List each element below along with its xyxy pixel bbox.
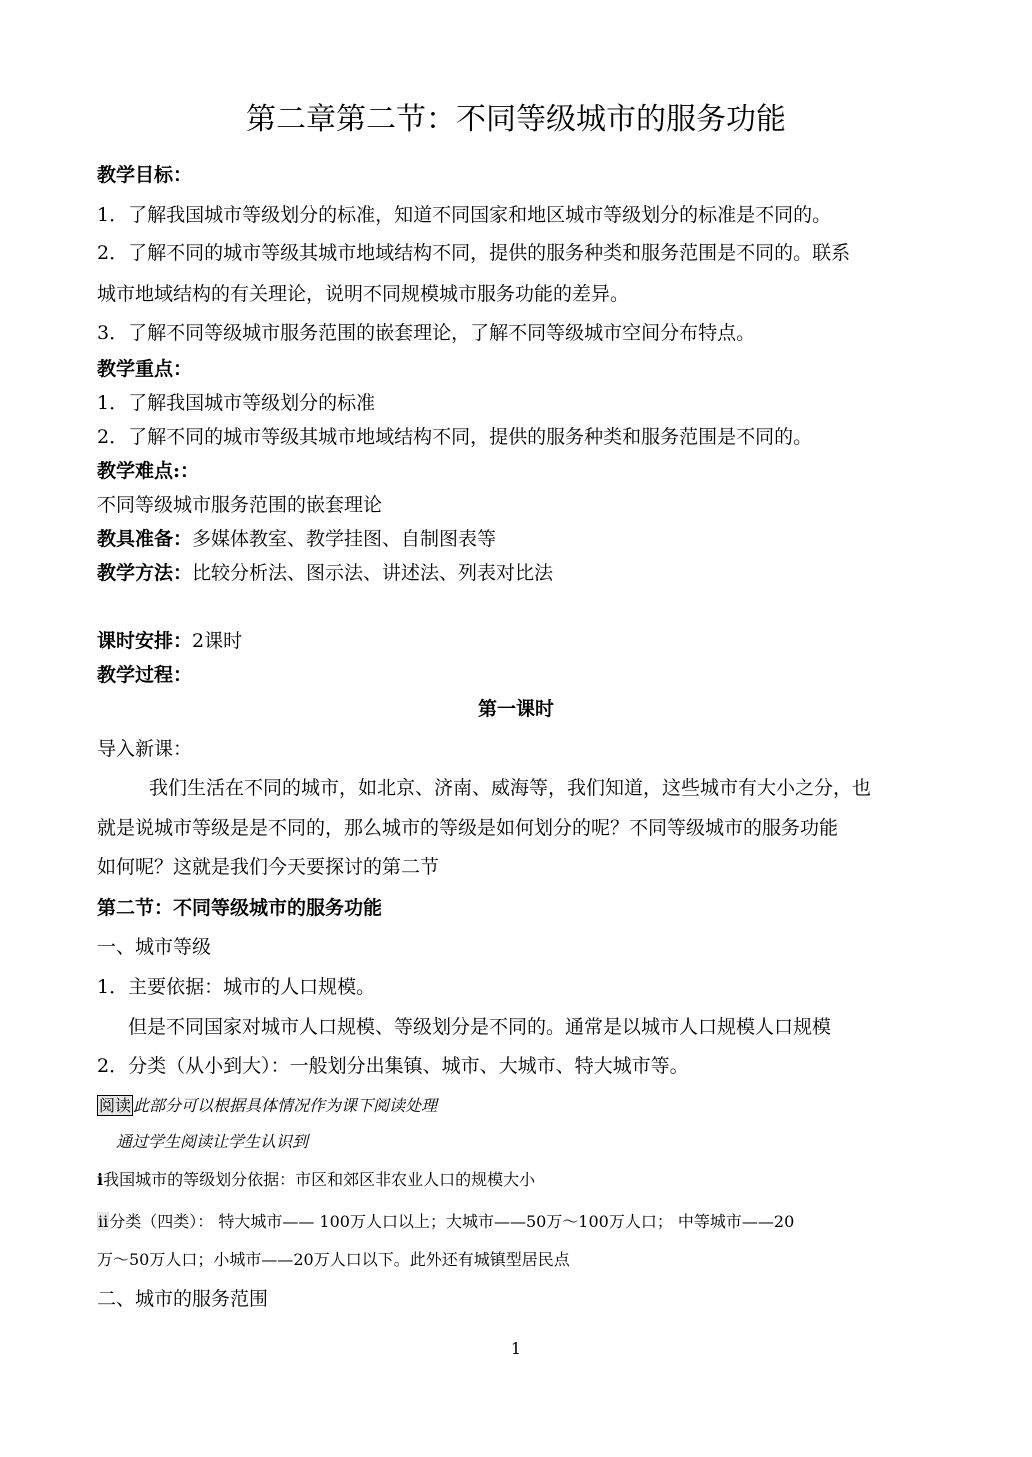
part-2-heading: 二、城市的服务范围 [97, 1288, 269, 1310]
process-heading: 教学过程： [97, 664, 193, 686]
reading-tag: 阅读 [99, 1096, 132, 1115]
key-point-1: 1．了解我国城市等级划分的标准 [97, 392, 376, 414]
section-heading: 第二节：不同等级城市的服务功能 [97, 897, 383, 919]
reading-note: 此部分可以根据具体情况作为课下阅读处理 [133, 1096, 438, 1115]
item-i-marker: i [97, 1170, 104, 1189]
tools-label: 教具准备： [97, 528, 193, 550]
part-1-classify: 2．分类（从小到大）：一般划分出集镇、城市、大城市、特大城市等。 [97, 1055, 689, 1077]
methods-line [97, 561, 553, 585]
difficulty-heading: 教学难点:： [97, 460, 200, 482]
lesson-1-heading: 第一课时 [477, 698, 554, 720]
reading-item-ii-line-1 [97, 1210, 794, 1234]
reading-line [97, 1094, 437, 1118]
tools-line [97, 527, 496, 551]
methods-text: 比较分析法、图示法、讲述法、列表对比法 [192, 562, 554, 584]
schedule-label: 课时安排： [97, 630, 193, 652]
part-1-note: 但是不同国家对城市人口规模、等级划分是不同的。通常是以城市人口规模人口规模 [128, 1016, 832, 1038]
objective-1: 1．了解我国城市等级划分的标准，知道不同国家和地区城市等级划分的标准是不同的。 [97, 204, 832, 226]
part-1-basis: 1．主要依据：城市的人口规模。 [97, 976, 376, 998]
intro-line-2: 就是说城市等级是是不同的，那么城市的等级是如何划分的呢？不同等级城市的服务功能 [97, 817, 839, 839]
objective-2-line-2: 城市地域结构的有关理论，说明不同规模城市服务功能的差异。 [97, 283, 630, 305]
intro-label: 导入新课： [97, 738, 193, 760]
reading-item-i [97, 1168, 535, 1192]
tools-text: 多媒体教室、教学挂图、自制图表等 [192, 528, 497, 550]
key-point-2: 2．了解不同的城市等级其城市地域结构不同，提供的服务种类和服务范围是不同的。 [97, 426, 813, 448]
page-number: 1 [510, 1339, 522, 1358]
objectives-heading: 教学目标： [97, 164, 193, 186]
part-1-heading: 一、城市等级 [97, 936, 212, 958]
objective-3: 3．了解不同等级城市服务范围的嵌套理论，了解不同等级城市空间分布特点。 [97, 322, 756, 344]
objective-2-line-1: 2．了解不同的城市等级其城市地域结构不同，提供的服务种类和服务范围是不同的。联系 [97, 242, 851, 264]
item-ii-text-1: 分类（四类）： 特大城市—— 100万人口以上；大城市——50万～100万人口； 中等城市——20 [109, 1212, 795, 1231]
intro-line-1: 我们生活在不同的城市，如北京、济南、威海等，我们知道，这些城市有大小之分，也 [149, 777, 872, 799]
intro-line-3: 如何呢？这就是我们今天要探讨的第二节 [97, 856, 440, 878]
difficulty-text: 不同等级城市服务范围的嵌套理论 [97, 494, 383, 516]
item-i-text: 我国城市的等级划分依据：市区和郊区非农业人口的规模大小 [103, 1170, 536, 1189]
page-title: 第二章第二节：不同等级城市的服务功能 [246, 102, 786, 137]
reading-item-ii-line-2: 万～50万人口；小城市——20万人口以下。此外还有城镇型居民点 [97, 1250, 570, 1269]
schedule-line [97, 629, 242, 653]
reading-through: 通过学生阅读让学生认识到 [116, 1132, 309, 1151]
item-ii-marker: ii [98, 1212, 109, 1231]
methods-label: 教学方法： [97, 562, 193, 584]
key-points-heading: 教学重点： [97, 358, 193, 380]
schedule-text: 2课时 [192, 630, 243, 652]
